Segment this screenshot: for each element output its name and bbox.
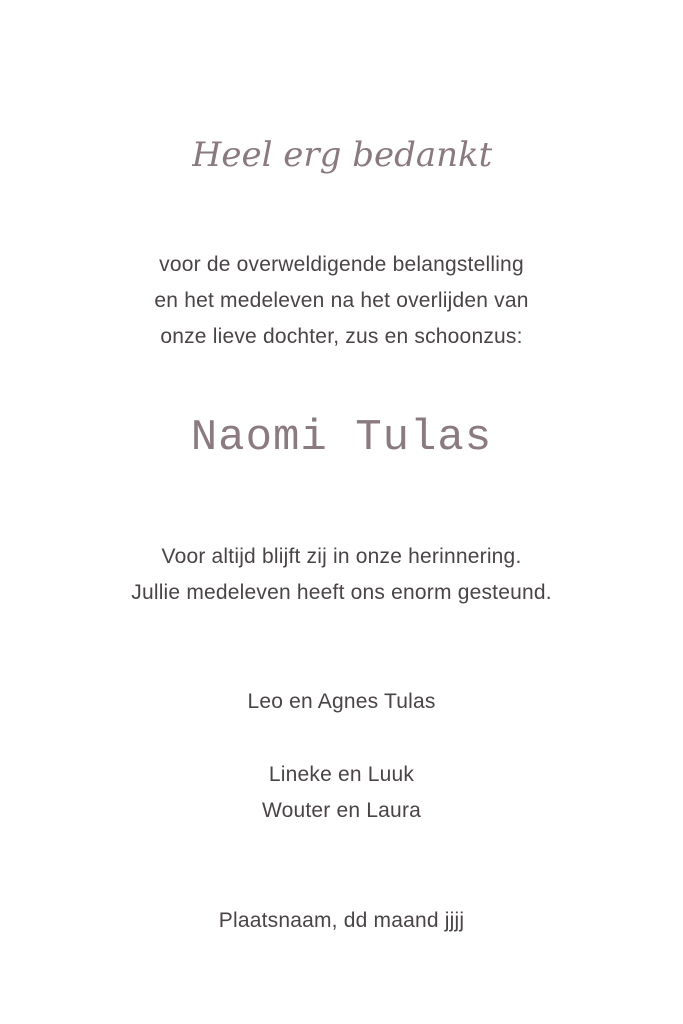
script-heading-text: Heel erg bedankt [191,135,492,175]
intro-text [0,247,683,355]
parents-line: Leo en Agnes Tulas [247,690,436,713]
intro-line: onze lieve dochter, zus en schoonzus: [160,325,523,348]
siblings-names [0,757,683,829]
deceased-name: Naomi Tulas [190,413,493,463]
intro-line: voor de overweldigende belangstelling [159,253,524,276]
place-date [0,903,683,939]
memory-line: Voor altijd blijft zij in onze herinnering. [161,545,522,568]
parents-names [0,684,683,720]
script-heading [0,118,683,198]
sibling-line: Wouter en Laura [261,799,422,822]
memory-line: Jullie medeleven heeft ons enorm gesteund. [131,581,552,604]
sibling-line: Lineke en Luuk [268,763,415,786]
memory-text [0,539,683,611]
script-heading-svg [192,118,492,198]
intro-line: en het medeleven na het overlijden van [154,289,529,312]
place-date-line: Plaatsnaam, dd maand jjjj [218,909,465,932]
